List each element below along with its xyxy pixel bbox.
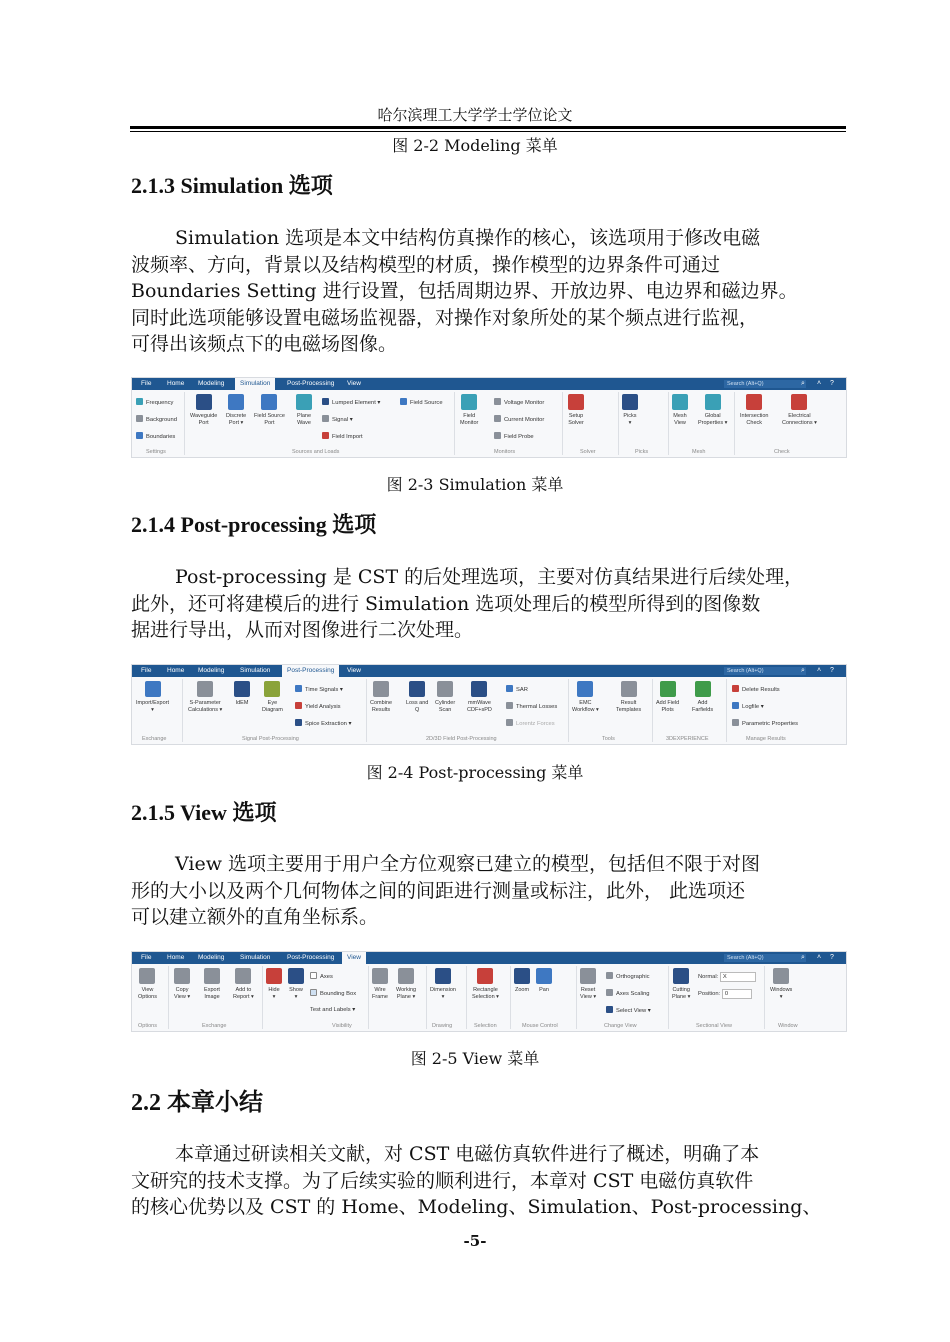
- group-label: Mouse Control: [522, 1023, 558, 1029]
- paragraph-line: 本章通过研读相关文献，对 CST 电磁仿真软件进行了概述，明确了本: [175, 1143, 760, 1165]
- export-image-command: Export Image: [204, 968, 220, 1000]
- simulation-ribbon-figure: [131, 377, 847, 458]
- import-export-icon: [145, 681, 161, 697]
- group-label: Mesh: [692, 449, 706, 455]
- result-templates-command: Result Templates: [616, 681, 641, 713]
- add-farfields-icon: [695, 681, 711, 697]
- paragraph-line: 可得出该频点下的电磁场图像。: [131, 333, 398, 355]
- waveguide-port-command: Waveguide Port: [190, 394, 217, 426]
- text-and-labels-item: Test and Labels ▾: [310, 1007, 356, 1013]
- zoom-icon: [514, 968, 530, 984]
- import-export-command: Import/Export ▾: [136, 681, 169, 713]
- parametric-properties-item: Parametric Properties: [732, 719, 798, 728]
- group-label: Solver: [580, 449, 596, 455]
- figure-caption-2-2: 图 2-2 Modeling 菜单: [392, 136, 558, 155]
- eye-diagram-icon: [264, 681, 280, 697]
- position-field: Position: 0: [698, 989, 752, 999]
- orthographic-icon: [606, 972, 613, 979]
- field-monitor-command: Field Monitor: [460, 394, 478, 426]
- picks-icon: [622, 394, 638, 410]
- collapse-icon: ˄: [816, 667, 822, 674]
- pan-icon: [536, 968, 552, 984]
- paragraph-line: Post-processing 是 CST 的后处理选项，主要对仿真结果进行后续处理，: [175, 566, 804, 588]
- tab-file: File: [141, 954, 152, 961]
- running-head: 哈尔滨理工大学学士学位论文: [377, 106, 573, 124]
- export-image-icon: [204, 968, 220, 984]
- field-monitor-icon: [461, 394, 477, 410]
- result-templates-icon: [621, 681, 637, 697]
- group-label: Drawing: [432, 1023, 453, 1029]
- electrical-connections-command: Electrical Connections ▾: [782, 394, 817, 426]
- paragraph-line: Simulation 选项是本文中结构仿真操作的核心，该选项用于修改电磁: [175, 227, 761, 249]
- group-label: Sectional View: [696, 1023, 732, 1029]
- collapse-icon: ˄: [816, 380, 822, 387]
- paragraph-line: 文研究的技术支撑。为了后续实验的顺利进行，本章对 CST 电磁仿真软件: [131, 1169, 754, 1192]
- spice-extraction-icon: [295, 719, 302, 726]
- boundaries-icon: [136, 432, 143, 439]
- group-label: Picks: [635, 449, 649, 455]
- pan-command: Pan: [536, 968, 552, 994]
- figure-caption-2-4: 图 2-4 Post-processing 菜单: [366, 763, 584, 782]
- combine-results-icon: [373, 681, 389, 697]
- paragraph-line: 形的大小以及两个几何物体之间的间距进行测量或标注，此外， 此选项还: [131, 879, 746, 902]
- tab-view: View: [342, 952, 366, 964]
- tab-modeling: Modeling: [198, 667, 225, 674]
- tab-post-processing: Post-Processing: [282, 665, 339, 677]
- tab-post-processing: Post-Processing: [287, 380, 335, 387]
- question-icon: ?: [830, 954, 834, 961]
- group-label: Change View: [604, 1023, 637, 1029]
- copy-view-command: Copy View ▾: [174, 968, 190, 1000]
- discrete-port-icon: [228, 394, 244, 410]
- tab-view: View: [347, 380, 361, 387]
- group-label: Exchange: [142, 736, 167, 742]
- group-label: 3DEXPERIENCE: [666, 736, 709, 742]
- frequency-item: Frequency: [136, 398, 173, 407]
- add-field-plots-icon: [660, 681, 676, 697]
- dimension-icon: [435, 968, 451, 984]
- sar-item: SAR: [506, 685, 528, 694]
- emc-workflow-command: EMC Workflow ▾: [572, 681, 599, 713]
- figure-caption-2-3: 图 2-3 Simulation 菜单: [386, 475, 564, 494]
- picks-command: Picks ▾: [622, 394, 638, 426]
- wire-frame-command: Wire Frame: [372, 968, 388, 1000]
- reset-view-icon: [580, 968, 596, 984]
- working-plane-command: Working Plane ▾: [396, 968, 416, 1000]
- section-heading-2-1-4: 2.1.4 Post-processing 选项: [131, 512, 377, 537]
- loss-and-q-icon: [409, 681, 425, 697]
- header-rule-thick: [130, 126, 846, 129]
- rectangle-selection-command: Rectangle Selection ▾: [472, 968, 499, 1000]
- paragraph-line: 同时此选项能够设置电磁场监视器，对操作对象所处的某个频点进行监视，: [131, 306, 759, 329]
- thermal-losses-item: Thermal Losses: [506, 702, 557, 711]
- setup-solver-icon: [568, 394, 584, 410]
- paragraph-post-processing: [131, 564, 847, 644]
- normal-field: Normal: X: [698, 972, 756, 982]
- group-label: Visibility: [332, 1023, 352, 1029]
- field-import-item: Field Import: [322, 432, 363, 441]
- s-parameter-command: S-Parameter Calculations ▾: [188, 681, 222, 713]
- cutting-plane-icon: [673, 968, 689, 984]
- logfile-icon: [732, 702, 739, 709]
- paragraph-line: 波频率、方向，背景以及结构模型的材质，操作模型的边界条件可通过: [131, 253, 721, 276]
- wire-frame-icon: [372, 968, 388, 984]
- paragraph-line: 的核心优势以及 CST 的 Home、Modeling、Simulation、Post-processing、: [131, 1196, 822, 1218]
- lumped-element-item: Lumped Element ▾: [322, 398, 380, 407]
- signal-item: Signal ▾: [322, 415, 353, 424]
- view-options-command: View Options: [138, 968, 157, 1000]
- group-label: Options: [138, 1023, 157, 1029]
- tab-file: File: [141, 380, 152, 387]
- ribbon-tab-bar: [132, 952, 846, 964]
- paragraph-line: 可以建立额外的直角坐标系。: [131, 906, 379, 928]
- windows-command: Windows ▾: [770, 968, 792, 1000]
- group-label: Check: [774, 449, 790, 455]
- thermal-losses-icon: [506, 702, 513, 709]
- field-probe-item: Field Probe: [494, 432, 534, 441]
- tab-home: Home: [167, 667, 185, 674]
- question-icon: ?: [830, 667, 834, 674]
- gear-icon: [139, 968, 155, 984]
- group-label: Sources and Loads: [292, 449, 340, 455]
- tab-home: Home: [167, 954, 185, 961]
- paragraph-simulation: [131, 225, 847, 358]
- select-view-item: Select View ▾: [606, 1006, 651, 1015]
- paragraph-line: 据进行导出，从而对图像进行二次处理。: [131, 619, 474, 641]
- electrical-connections-icon: [791, 394, 807, 410]
- global-properties-icon: [705, 394, 721, 410]
- magnifier-icon: ⌕: [801, 954, 805, 961]
- tab-simulation: Simulation: [240, 667, 271, 674]
- group-label: Exchange: [202, 1023, 227, 1029]
- yield-analysis-item: Yield Analysis: [295, 702, 341, 711]
- group-label: Tools: [602, 736, 615, 742]
- paragraph-summary: [131, 1141, 847, 1221]
- paragraph-line: 此外，还可将建模后的进行 Simulation 选项处理后的模型所得到的图像数: [131, 592, 761, 615]
- time-signals-item: Time Signals ▾: [295, 685, 343, 694]
- background-icon: [136, 415, 143, 422]
- axes-scaling-icon: [606, 989, 613, 996]
- plane-wave-icon: [296, 394, 312, 410]
- cylinder-scan-command: Cylinder Scan: [435, 681, 455, 713]
- tab-post-processing: Post-Processing: [287, 954, 335, 961]
- lorentz-forces-icon: [506, 719, 513, 726]
- current-monitor-icon: [494, 415, 501, 422]
- hide-command: Hide ▾: [266, 968, 282, 1000]
- paragraph-line: View 选项主要用于用户全方位观察已建立的模型，包括但不限于对图: [175, 853, 761, 875]
- figure-caption-2-5: 图 2-5 View 菜单: [410, 1049, 540, 1068]
- discrete-port-command: Discrete Port ▾: [226, 394, 246, 426]
- show-icon: [288, 968, 304, 984]
- field-import-icon: [322, 432, 329, 439]
- ribbon-tab-bar: [132, 665, 846, 677]
- tab-modeling: Modeling: [198, 380, 225, 387]
- group-label: Window: [778, 1023, 798, 1029]
- show-command: Show ▾: [288, 968, 304, 1000]
- voltage-monitor-item: Voltage Monitor: [494, 398, 544, 407]
- field-probe-icon: [494, 432, 501, 439]
- hide-icon: [266, 968, 282, 984]
- working-plane-icon: [398, 968, 414, 984]
- rectangle-selection-icon: [477, 968, 493, 984]
- magnifier-icon: ⌕: [801, 380, 805, 387]
- delete-results-icon: [732, 685, 739, 692]
- paragraph-view: [131, 851, 847, 931]
- s-parameter-icon: [197, 681, 213, 697]
- signal-icon: [322, 415, 329, 422]
- boundaries-item: Boundaries: [136, 432, 175, 441]
- reset-view-command: Reset View ▾: [580, 968, 596, 1000]
- ribbon-tab-bar: [132, 378, 846, 390]
- idem-command: IdEM: [234, 681, 250, 707]
- checkbox-checked-icon: [310, 989, 317, 996]
- section-heading-2-2: 2.2 本章小结: [131, 1090, 263, 1116]
- eye-diagram-command: Eye Diagram: [262, 681, 283, 713]
- group-label: Manage Results: [746, 736, 786, 742]
- add-to-report-icon: [235, 968, 251, 984]
- add-field-plots-command: Add Field Plots: [656, 681, 679, 713]
- group-label: 2D/3D Field Post-Processing: [426, 736, 497, 742]
- add-to-report-command: Add to Report ▾: [233, 968, 254, 1000]
- add-farfields-command: Add Farfields: [692, 681, 713, 713]
- axes-checkbox: Axes: [310, 972, 333, 981]
- search-box: Search (Alt+Q): [724, 380, 806, 388]
- plane-wave-command: Plane Wave: [296, 394, 312, 426]
- mmwave-command: mmWave CDF+sPD: [467, 681, 492, 713]
- paragraph-line: Boundaries Setting 进行设置，包括周期边界、开放边界、电边界和磁边界。: [131, 280, 798, 302]
- view-ribbon-figure: [131, 951, 847, 1032]
- orthographic-item: Orthographic: [606, 972, 650, 981]
- intersection-check-command: Intersection Check: [740, 394, 768, 426]
- dimension-command: Dimension ▾: [430, 968, 456, 1000]
- field-source-port-command: Field Source Port: [254, 394, 285, 426]
- tab-home: Home: [167, 380, 185, 387]
- sar-icon: [506, 685, 513, 692]
- yield-analysis-icon: [295, 702, 302, 709]
- delete-results-item: Delete Results: [732, 685, 780, 694]
- axes-scaling-item: Axes Scaling: [606, 989, 650, 998]
- cutting-plane-command: Cutting Plane ▾: [672, 968, 690, 1000]
- setup-solver-command: Setup Solver: [568, 394, 584, 426]
- mesh-view-command: Mesh View: [672, 394, 688, 426]
- field-source-port-icon: [261, 394, 277, 410]
- global-properties-command: Global Properties ▾: [698, 394, 727, 426]
- cylinder-scan-icon: [437, 681, 453, 697]
- tab-simulation: Simulation: [235, 378, 275, 390]
- tab-simulation: Simulation: [240, 954, 271, 961]
- tab-modeling: Modeling: [198, 954, 225, 961]
- group-label: Signal Post-Processing: [242, 736, 299, 742]
- search-box: Search (Alt+Q): [724, 667, 806, 675]
- lorentz-forces-item: Lorentz Forces: [506, 719, 555, 728]
- waveguide-port-icon: [196, 394, 212, 410]
- combine-results-command: Combine Results: [370, 681, 392, 713]
- bounding-box-checkbox: Bounding Box: [310, 989, 356, 998]
- tab-view: View: [347, 667, 361, 674]
- background-item: Background: [136, 415, 177, 424]
- intersection-check-icon: [746, 394, 762, 410]
- mesh-view-icon: [672, 394, 688, 410]
- checkbox-unchecked-icon: [310, 972, 317, 979]
- select-view-icon: [606, 1006, 613, 1013]
- tab-file: File: [141, 667, 152, 674]
- frequency-icon: [136, 398, 143, 405]
- time-signals-icon: [295, 685, 302, 692]
- group-label: Settings: [146, 449, 166, 455]
- parametric-properties-icon: [732, 719, 739, 726]
- logfile-item: Logfile ▾: [732, 702, 764, 711]
- section-heading-2-1-3: 2.1.3 Simulation 选项: [131, 173, 333, 198]
- post-processing-ribbon-figure: [131, 664, 847, 745]
- group-label: Selection: [474, 1023, 497, 1029]
- windows-icon: [773, 968, 789, 984]
- magnifier-icon: ⌕: [801, 667, 805, 674]
- loss-and-q-command: Loss and Q: [406, 681, 428, 713]
- page-number: -5-: [463, 1232, 487, 1250]
- idem-icon: [234, 681, 250, 697]
- collapse-icon: ˄: [816, 954, 822, 961]
- spice-extraction-item: Spice Extraction ▾: [295, 719, 351, 728]
- header-rule-thin: [130, 131, 846, 132]
- group-label: Monitors: [494, 449, 516, 455]
- field-source-item: Field Source: [400, 398, 443, 407]
- voltage-monitor-icon: [494, 398, 501, 405]
- lumped-element-icon: [322, 398, 329, 405]
- search-box: Search (Alt+Q): [724, 954, 806, 962]
- zoom-command: Zoom: [514, 968, 530, 994]
- current-monitor-item: Current Monitor: [494, 415, 544, 424]
- emc-workflow-icon: [577, 681, 593, 697]
- copy-view-icon: [174, 968, 190, 984]
- mmwave-5g-icon: [471, 681, 487, 697]
- field-source-icon: [400, 398, 407, 405]
- section-heading-2-1-5: 2.1.5 View 选项: [131, 800, 277, 825]
- question-icon: ?: [830, 380, 834, 387]
